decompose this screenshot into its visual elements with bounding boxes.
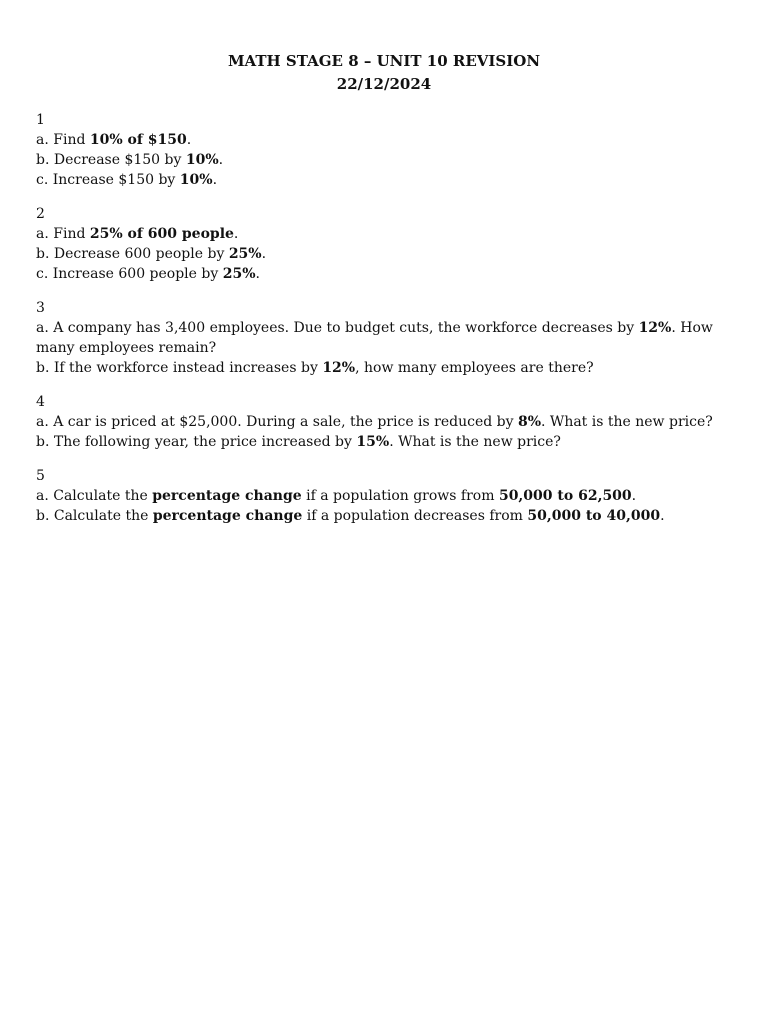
- question-5: [36, 466, 732, 526]
- emphasis-text: percentage change: [152, 508, 303, 524]
- question-part: [36, 150, 732, 170]
- plain-text: b. Decrease $150 by: [36, 152, 186, 168]
- plain-text: b. Calculate the: [36, 508, 153, 524]
- plain-text: a. Find: [36, 226, 90, 242]
- plain-text: . What is the new price?: [541, 414, 713, 430]
- plain-text: b. The following year, the price increased by: [36, 434, 357, 450]
- plain-text: . What is the new price?: [389, 434, 561, 450]
- question-number: 3: [36, 300, 45, 316]
- emphasis-text: 15%: [356, 434, 390, 450]
- plain-text: c. Increase 600 people by: [36, 266, 223, 282]
- emphasis-text: 50,000 to 40,000: [527, 508, 661, 524]
- question-list: [36, 110, 732, 526]
- question-part: [36, 318, 732, 358]
- document-date: 22/12/2024: [336, 75, 432, 93]
- question-1: [36, 110, 732, 190]
- plain-text: a. Calculate the: [36, 488, 153, 504]
- question-2: [36, 204, 732, 284]
- document-title: MATH STAGE 8 – UNIT 10 REVISION: [227, 52, 541, 70]
- plain-text: .: [255, 266, 260, 282]
- question-part: [36, 486, 732, 506]
- question-3: [36, 298, 732, 378]
- question-number: 2: [36, 206, 45, 222]
- question-number: 1: [36, 112, 45, 128]
- question-part: [36, 170, 732, 190]
- emphasis-text: 50,000 to 62,500: [498, 488, 632, 504]
- question-part: [36, 224, 732, 244]
- question-number: 5: [36, 468, 45, 484]
- question-part: [36, 130, 732, 150]
- plain-text: a. A company has 3,400 employees. Due to budget cuts, the workforce decreases by: [36, 320, 639, 336]
- plain-text: if a population decreases from: [302, 508, 528, 524]
- plain-text: b. If the workforce instead increases by: [36, 360, 323, 376]
- question-part: [36, 506, 732, 526]
- plain-text: c. Increase $150 by: [36, 172, 180, 188]
- emphasis-text: 10%: [185, 152, 219, 168]
- plain-text: .: [631, 488, 637, 504]
- plain-text: .: [218, 152, 224, 168]
- emphasis-text: percentage change: [152, 488, 302, 504]
- plain-text: b. Decrease 600 people by: [36, 246, 229, 262]
- plain-text: .: [660, 508, 665, 524]
- emphasis-text: 25%: [228, 246, 262, 262]
- document-header: [36, 50, 732, 96]
- plain-text: .: [233, 226, 239, 242]
- emphasis-text: 25% of 600 people: [89, 226, 234, 242]
- plain-text: a. Find: [36, 132, 90, 148]
- emphasis-text: 25%: [222, 266, 256, 282]
- emphasis-text: 10%: [179, 172, 213, 188]
- question-part: [36, 432, 732, 452]
- emphasis-text: 12%: [322, 360, 356, 376]
- plain-text: a. A car is priced at $25,000. During a sale, the price is reduced by: [36, 414, 518, 430]
- emphasis-text: 8%: [517, 414, 542, 430]
- plain-text: if a population grows from: [301, 488, 499, 504]
- plain-text: .: [186, 132, 192, 148]
- question-part: [36, 358, 732, 378]
- plain-text: .: [261, 246, 267, 262]
- plain-text: .: [212, 172, 218, 188]
- question-part: [36, 412, 732, 432]
- question-part: [36, 244, 732, 264]
- emphasis-text: 10% of $150: [89, 132, 187, 148]
- plain-text: . How many employees remain?: [36, 320, 713, 356]
- question-part: [36, 264, 732, 284]
- question-number: 4: [36, 394, 45, 410]
- question-4: [36, 392, 732, 452]
- plain-text: , how many employees are there?: [355, 360, 594, 376]
- emphasis-text: 12%: [638, 320, 672, 336]
